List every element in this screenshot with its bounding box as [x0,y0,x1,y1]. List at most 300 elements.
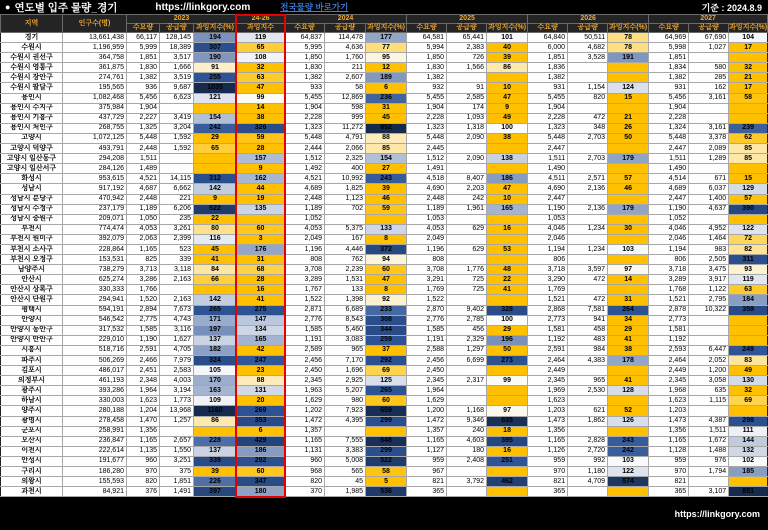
supply-cell: 725 [447,275,487,285]
supply-cell: 565 [325,467,366,477]
demand-cell: 365 [649,487,689,497]
index-cell: 130 [729,376,768,386]
supply-cell: 8,543 [325,315,366,325]
page-title: 연도별 입주 물량_경기 [14,1,118,14]
index-2426-cell [237,214,285,224]
footer-bar [0,497,768,530]
index-2426-cell: 28 [237,275,285,285]
index-cell: 29 [487,325,528,335]
index-cell: 142 [194,295,237,305]
subheader-2027-1: 공급량 [689,24,729,33]
supply-cell: 3,475 [689,265,729,275]
index-cell: 62 [729,133,768,143]
demand-cell: 1,131 [285,446,325,456]
supply-cell: 4,743 [160,315,194,325]
table-row [1,103,768,113]
volume-table [0,14,768,497]
demand-cell: 1,192 [528,335,568,345]
demand-cell: 1,512 [285,154,325,164]
demand-cell: 1,830 [285,63,325,73]
demand-cell: 931 [649,83,689,93]
population-cell: 361,875 [63,63,127,73]
demand-cell: 4,514 [649,174,689,184]
population-cell: 625,274 [63,275,127,285]
index-cell: 635 [487,416,528,426]
demand-cell: 1,323 [407,123,447,133]
index-cell [729,406,768,416]
index-cell: 308 [366,315,407,325]
population-cell: 195,565 [63,83,127,93]
demand-cell: 1,050 [127,214,160,224]
index-cell [487,214,528,224]
demand-cell: 1,904 [127,103,160,113]
population-cell: 284,126 [63,164,127,174]
index-cell: 328 [487,305,528,315]
index-cell: 57 [608,174,649,184]
demand-cell: 2,448 [127,144,160,154]
supply-cell: 6,037 [689,184,729,194]
table-row [1,224,768,234]
index-2426-cell: 326 [237,123,285,133]
supply-cell: 635 [689,386,729,396]
subheader-2025-2: 과잉지수(%) [488,24,527,31]
demand-cell: 2,348 [127,376,160,386]
supply-cell: 8,407 [447,174,487,184]
supply-cell: 5,008 [325,456,366,466]
demand-cell: 5,456 [127,93,160,103]
population-cell: 1,082,468 [63,93,127,103]
supply-cell: 621 [568,406,608,416]
supply-cell: 2,089 [689,144,729,154]
supply-cell: 167 [325,234,366,244]
demand-cell: 1,830 [407,63,447,73]
table-row [1,396,768,406]
demand-cell: 2,447 [528,194,568,204]
demand-cell: 1,769 [528,285,568,295]
index-cell: 60 [366,396,407,406]
index-2426-cell: 108 [237,53,285,63]
demand-cell: 2,871 [285,305,325,315]
supply-cell: 1,168 [447,406,487,416]
demand-cell: 1,491 [407,164,447,174]
demand-cell: 5,999 [127,43,160,53]
region-cell: 용인시 기흥구 [1,113,63,123]
supply-cell [160,426,194,436]
supply-cell [160,164,194,174]
supply-cell [568,103,608,113]
demand-cell: 4,053 [407,224,447,234]
region-cell: 안양시 [1,315,63,325]
demand-cell: 1,357 [285,426,325,436]
index-cell: 137 [194,446,237,456]
demand-cell: 2,450 [285,366,325,376]
demand-cell: 64,581 [407,33,447,43]
demand-cell: 2,345 [528,376,568,386]
region-cell: 안산시 [1,275,63,285]
index-cell: 298 [729,416,768,426]
supply-cell: 523 [160,244,194,254]
supply-cell: 174 [447,103,487,113]
demand-cell: 1,325 [127,123,160,133]
population-cell: 546,542 [63,315,127,325]
region-cell: 양주시 [1,406,63,416]
index-cell: 47 [366,275,407,285]
demand-cell: 365 [407,487,447,497]
index-cell [487,386,528,396]
supply-cell: 2,383 [447,43,487,53]
index-cell: 65 [194,144,237,154]
index-cell [729,315,768,325]
demand-cell: 4,689 [649,184,689,194]
supply-cell: 128,145 [160,33,194,43]
index-cell: 9 [194,194,237,204]
subheader-2026-0: 수요량 [528,24,568,33]
table-row [1,477,768,487]
index-cell: 103 [608,456,649,466]
supply-cell: 2,571 [568,174,608,184]
demand-cell: 3,718 [528,265,568,275]
index-cell: 50 [608,133,649,143]
index-cell: 10 [487,83,528,93]
year-header-2024: 2024 [285,15,407,24]
index-cell: 83 [729,356,768,366]
demand-cell: 808 [407,255,447,265]
demand-cell: 1,203 [649,406,689,416]
supply-cell: 458 [568,325,608,335]
index-cell: 574 [608,477,649,487]
population-cell: 486,017 [63,366,127,376]
supply-cell: 6,447 [689,345,729,355]
index-cell: 125 [366,376,407,386]
demand-cell: 1,204 [127,406,160,416]
national-volume-link[interactable]: 전국물량 바로가기 [280,2,349,12]
supply-cell: 456 [447,325,487,335]
region-cell: 용인시 처인구 [1,123,63,133]
supply-cell: 242 [447,194,487,204]
demand-cell: 820 [285,477,325,487]
region-cell: 성남시 분당구 [1,194,63,204]
demand-cell: 1,623 [649,396,689,406]
table-row [1,456,768,466]
index-2426-cell: 38 [237,113,285,123]
supply-cell: 12,869 [325,93,366,103]
demand-cell: 5,994 [407,43,447,53]
index-cell [194,285,237,295]
region-cell: 성남시 중원구 [1,214,63,224]
index-cell: 339 [194,456,237,466]
demand-cell: 1,581 [649,325,689,335]
demand-cell: 2,447 [528,144,568,154]
supply-cell: 375 [160,467,194,477]
supply-cell [447,164,487,174]
region-cell: 용인시 수지구 [1,103,63,113]
region-cell: 성남시 [1,184,63,194]
supply-cell: 3,597 [568,265,608,275]
index-cell [608,396,649,406]
footer-site-url: https://linkgory.com [674,508,760,519]
supply-cell: 3,261 [160,224,194,234]
table-row [1,214,768,224]
population-cell: 393,286 [63,386,127,396]
region-cell: 안양시 동안구 [1,325,63,335]
demand-cell: 821 [407,477,447,487]
index-2426-cell: 165 [237,335,285,345]
supply-cell: 702 [325,204,366,214]
demand-cell: 1,135 [127,446,160,456]
index-cell: 85 [729,154,768,164]
index-cell: 1035 [194,83,237,93]
population-cell: 274,761 [63,73,127,83]
index-cell: 95 [366,53,407,63]
demand-cell: 1,356 [127,426,160,436]
index-2426-cell: 41 [237,295,285,305]
index-cell [608,164,649,174]
index-cell: 184 [729,295,768,305]
index-2426-cell: 186 [237,446,285,456]
demand-cell: 1,629 [285,396,325,406]
supply-cell: 965 [325,345,366,355]
supply-cell: 1,297 [447,345,487,355]
demand-cell: 1,490 [649,164,689,174]
table-row [1,154,768,164]
demand-cell: 970 [528,467,568,477]
demand-cell: 1,196 [407,244,447,254]
title-bar [0,0,768,14]
index-2426-cell: 247 [237,356,285,366]
index-cell [487,366,528,376]
index-cell [608,366,649,376]
region-cell: 과천시 [1,487,63,497]
index-cell: 22 [194,214,237,224]
year-header-2027: 2027 [649,15,768,24]
supply-cell [447,487,487,497]
index-cell [487,144,528,154]
table-row [1,487,768,497]
index-cell: 1160 [194,406,237,416]
region-cell: 파주시 [1,356,63,366]
supply-cell: 3,161 [689,123,729,133]
population-cell: 294,208 [63,154,127,164]
demand-cell: 1,964 [127,386,160,396]
index-2426-cell: 14 [237,103,285,113]
supply-cell: 400 [325,164,366,174]
table-row [1,73,768,83]
index-cell [608,234,649,244]
region-cell: 광명시 [1,416,63,426]
supply-cell [689,477,729,487]
demand-cell: 4,053 [285,224,325,234]
region-cell: 수원시 [1,43,63,53]
demand-cell: 2,773 [528,315,568,325]
supply-cell: 2,329 [447,335,487,345]
index-cell [194,164,237,174]
demand-cell: 5,455 [528,93,568,103]
index-cell: 63 [729,285,768,295]
index-cell: 259 [366,335,407,345]
supply-cell [689,164,729,174]
index-2426-cell: 6 [237,426,285,436]
index-cell: 41 [194,255,237,265]
supply-cell: 580 [689,63,729,73]
demand-cell: 2,591 [127,345,160,355]
supply-cell: 2,585 [447,93,487,103]
index-cell: 84 [194,265,237,275]
demand-cell: 2,894 [127,305,160,315]
demand-cell: 968 [285,467,325,477]
index-cell: 185 [729,467,768,477]
demand-cell: 1,203 [528,406,568,416]
supply-cell [568,426,608,436]
index-cell: 34 [608,315,649,325]
supply-cell: 1,760 [325,53,366,63]
demand-cell: 2,444 [285,144,325,154]
population-cell: 236,847 [63,436,127,446]
region-cell: 고양시 일산동구 [1,154,63,164]
index-cell: 72 [729,234,768,244]
index-cell: 15 [608,93,649,103]
index-cell: 97 [608,265,649,275]
demand-cell: 1,851 [528,53,568,63]
supply-cell: 221 [160,194,194,204]
index-cell: 52 [608,406,649,416]
supply-cell [447,396,487,406]
region-cell: 수원시 장안구 [1,73,63,83]
demand-cell: 1,357 [407,426,447,436]
demand-cell: 1,520 [127,295,160,305]
index-2426-cell: 28 [237,144,285,154]
index-cell: 111 [729,426,768,436]
demand-cell: 4,690 [407,184,447,194]
index-cell: 142 [194,184,237,194]
index-cell [729,214,768,224]
supply-cell [447,467,487,477]
supply-cell: 6,689 [325,305,366,315]
population-cell: 375,984 [63,103,127,113]
demand-cell: 376 [127,487,160,497]
index-cell: 39 [194,467,237,477]
supply-cell [689,315,729,325]
index-cell [194,426,237,436]
index-cell: 85 [366,144,407,154]
index-cell: 17 [729,83,768,93]
index-cell: 30 [608,224,649,234]
index-2426-cell: 63 [237,73,285,83]
demand-cell: 5,455 [407,93,447,103]
supply-cell: 2,136 [568,184,608,194]
demand-cell: 64,840 [528,33,568,43]
index-cell [608,144,649,154]
table-row [1,234,768,244]
index-cell [608,255,649,265]
index-cell: 228 [194,436,237,446]
demand-cell: 4,053 [127,224,160,234]
supply-cell: 3,118 [160,265,194,275]
demand-cell: 2,448 [407,194,447,204]
region-column-header: 지역 [1,15,63,33]
supply-cell: 2,203 [447,184,487,194]
supply-cell: 3,519 [160,73,194,83]
index-cell: 48 [487,265,528,275]
supply-cell [568,63,608,73]
index-cell [194,154,237,164]
demand-cell: 1,165 [127,244,160,254]
supply-cell [568,194,608,204]
index-cell [608,194,649,204]
index-cell: 15 [729,174,768,184]
index-cell [608,426,649,436]
demand-cell: 1,165 [407,436,447,446]
supply-cell: 3,917 [689,275,729,285]
demand-cell: 1,851 [649,53,689,63]
region-cell: 의정부시 [1,376,63,386]
index-cell: 58 [366,467,407,477]
supply-cell: 2,703 [568,133,608,143]
demand-cell: 5,448 [407,133,447,143]
population-cell: 317,532 [63,325,127,335]
supply-cell: 180 [447,446,487,456]
demand-cell: 1,623 [528,396,568,406]
supply-cell: 1,696 [325,366,366,376]
supply-cell: 1,234 [568,244,608,254]
demand-cell: 6,000 [528,43,568,53]
index-cell: 78 [608,33,649,43]
demand-cell: 2,451 [127,366,160,376]
region-cell: 평택시 [1,305,63,315]
supply-cell: 3,194 [160,386,194,396]
index-2426-cell: 119 [237,33,285,43]
demand-cell: 931 [528,83,568,93]
demand-cell: 4,690 [528,184,568,194]
index-cell: 171 [194,315,237,325]
index-cell: 69 [729,396,768,406]
table-row [1,184,768,194]
table-row [1,204,768,214]
supply-cell [568,255,608,265]
supply-cell: 762 [325,255,366,265]
demand-cell: 2,449 [649,366,689,376]
supply-cell: 2,163 [160,275,194,285]
supply-cell: 7,555 [325,436,366,446]
index-2426-cell: 31 [237,255,285,265]
table-row [1,43,768,53]
demand-cell: 936 [127,83,160,93]
supply-cell: 2,925 [325,376,366,386]
index-cell: 102 [729,456,768,466]
demand-cell: 1,585 [127,325,160,335]
demand-cell: 1,191 [407,335,447,345]
index-cell [729,335,768,345]
supply-cell [325,214,366,224]
supply-cell: 2,720 [568,446,608,456]
index-cell: 41 [608,335,649,345]
supply-cell: 6,206 [160,204,194,214]
index-2426-cell: 44 [237,184,285,194]
demand-cell: 1,768 [649,285,689,295]
index-2426-cell: 68 [237,265,285,275]
demand-cell: 1,492 [285,164,325,174]
supply-cell [160,103,194,113]
supply-cell [160,154,194,164]
index-cell: 31 [608,295,649,305]
supply-cell: 598 [325,103,366,113]
subheader-2025-1: 공급량 [447,24,487,33]
index-2426-cell: 134 [237,325,285,335]
index-2426-cell: 275 [237,305,285,315]
index-cell: 26 [608,123,649,133]
demand-cell: 1,191 [285,335,325,345]
table-row [1,244,768,254]
demand-cell: 1,473 [528,416,568,426]
